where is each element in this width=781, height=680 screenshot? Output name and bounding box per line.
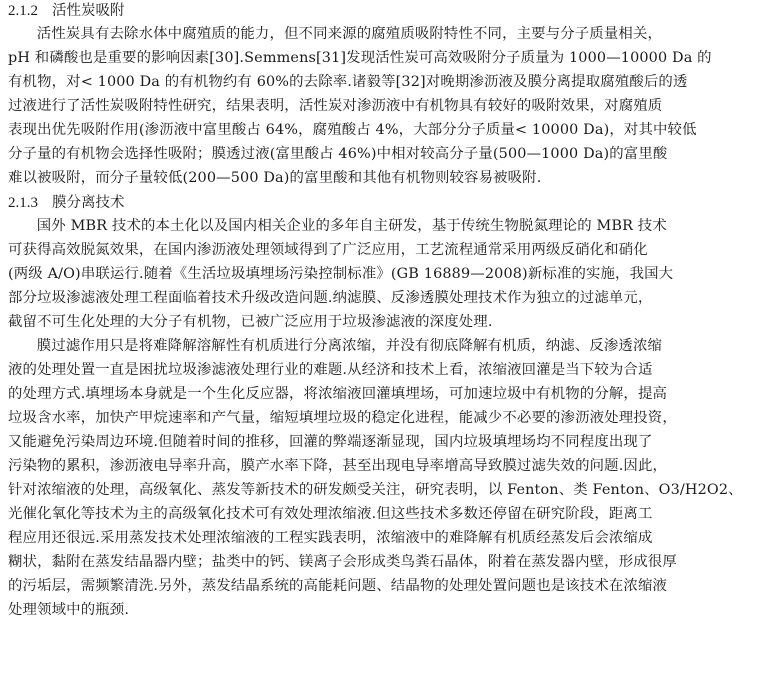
text-line: 可获得高效脱氮效果，在国内渗沥液处理领域得到了广泛应用，工艺流程通常采用两级反硝化和硝化 <box>8 242 648 258</box>
text-line: 截留不可生化处理的大分子有机物，已被广泛应用于垃圾渗滤液的深度处理. <box>8 314 493 330</box>
text-line: 有机物，对< 1000 Da 的有机物约有 60%的去除率.诸毅等[32]对晚期渗沥液及膜分离提取腐殖酸后的透 <box>8 74 688 90</box>
section-title: 膜分离技术 <box>52 195 125 211</box>
text-line: 表现出优先吸附作用(渗沥液中富里酸占 64%，腐殖酸占 4%，大部分分子质量< 10000 Da)，对其中较低 <box>8 122 697 138</box>
text-line: 液的处理处置一直是困扰垃圾渗滤液处理行业的难题.从经济和技术上看，浓缩液回灌是当下较为合适 <box>8 362 653 378</box>
section-number: 2.1.3 <box>8 195 38 211</box>
text-line: pH 和磷酸也是重要的影响因素[30].Semmens[31]发现活性炭可高效吸附分子质量为 1000—10000 Da 的 <box>8 50 712 66</box>
section-title: 活性炭吸附 <box>52 3 125 19</box>
section-heading-2-1-2 <box>8 0 773 22</box>
text-line: 的污垢层，需频繁清洗.另外，蒸发结晶系统的高能耗问题、结晶物的处理处置问题也是该技术在浓缩液 <box>8 578 668 594</box>
text-line: 光催化氧化等技术为主的高级氧化技术可有效处理浓缩液.但这些技术多数还停留在研究阶段，距离工 <box>8 506 653 522</box>
text-line: 活性炭具有去除水体中腐殖质的能力，但不同来源的腐殖质吸附特性不同，主要与分子质量相关， <box>36 26 663 42</box>
text-line: 国外 MBR 技术的本土化以及国内相关企业的多年自主研发，基于传统生物脱氮理论的 MBR 技术 <box>36 218 667 234</box>
text-line: 过液进行了活性炭吸附特性研究，结果表明，活性炭对渗沥液中有机物具有较好的吸附效果，对腐殖质 <box>8 98 663 114</box>
text-line: 程应用还很远.采用蒸发技术处理浓缩液的工程实践表明，浓缩液中的难降解有机质经蒸发后会浓缩成 <box>8 530 653 546</box>
text-line: 的处理方式.填埋场本身就是一个生化反应器，将浓缩液回灌填埋场，可加速垃圾中有机物的分解，提高 <box>8 386 668 402</box>
text-line: 又能避免污染周边环境.但随着时间的推移，回灌的弊端逐渐显现，国内垃圾填埋场均不同程度出现了 <box>8 434 653 450</box>
text-line: 针对浓缩液的处理，高级氧化、蒸发等新技术的研发颇受关注，研究表明，以 Fenton、类 Fenton、O3/H2O2、 <box>8 482 743 498</box>
text-line: 垃圾含水率，加快产甲烷速率和产气量，缩短填埋垃圾的稳定化进程，能减少不必要的渗沥液处理投资， <box>8 410 677 426</box>
text-line: 糊状，黏附在蒸发结晶器内壁；盐类中的钙、镁离子会形成类鸟粪石晶体，附着在蒸发器内壁，形成很厚 <box>8 554 677 570</box>
text-line: 难以被吸附，而分子量较低(200—500 Da)的富里酸和其他有机物则较容易被吸附. <box>8 170 542 186</box>
text-line: 分子量的有机物会选择性吸附；膜透过液(富里酸占 46%)中相对较高分子量(500—1000 Da)的富里酸 <box>8 146 668 162</box>
section-heading-2-1-3 <box>8 192 773 214</box>
paragraph-concentrate-treatment <box>8 334 773 622</box>
section-number: 2.1.2 <box>8 3 38 19</box>
text-line: (两级 A/O)串联运行.随着《生活垃圾填埋场污染控制标准》(GB 16889—2008)新标准的实施，我国大 <box>8 266 674 282</box>
text-line: 膜过滤作用只是将难降解溶解性有机质进行分离浓缩，并没有彻底降解有机质，纳滤、反渗透浓缩 <box>36 338 663 354</box>
text-line: 处理领域中的瓶颈. <box>8 602 130 618</box>
text-line: 部分垃圾渗滤液处理工程面临着技术升级改造问题.纳滤膜、反渗透膜处理技术作为独立的过滤单元， <box>8 290 653 306</box>
paragraph-activated-carbon <box>8 22 773 190</box>
paragraph-membrane-intro <box>8 214 773 334</box>
text-line: 污染物的累积，渗沥液电导率升高，膜产水率下降，甚至出现电导率增高导致膜过滤失效的问题.因此， <box>8 458 668 474</box>
